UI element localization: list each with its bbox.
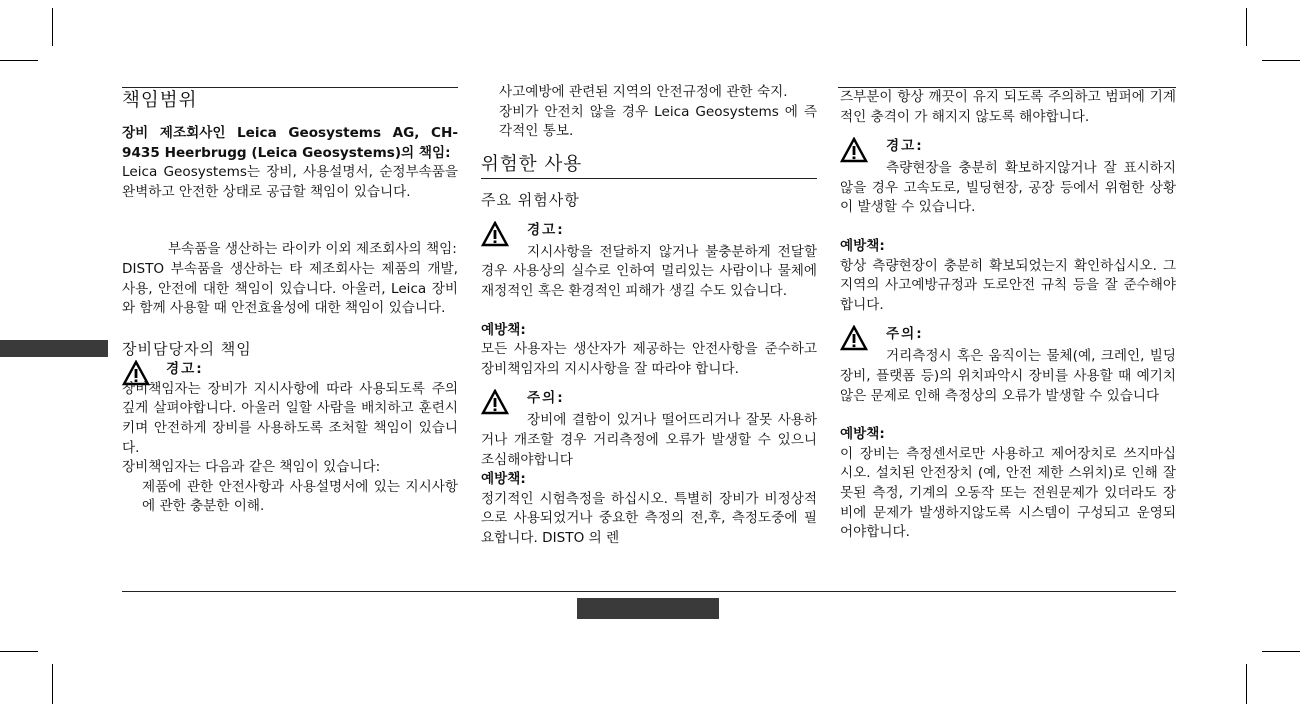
column-3 [840,88,1176,543]
caution-icon [481,389,509,415]
caution-label: 주의: [886,326,924,343]
subsection-title: 주요 위험사항 [481,190,580,209]
page-number-tab [577,598,719,619]
subsection-title: 장비담당자의 책임 [122,339,252,358]
crop-mark [0,60,38,61]
list-item: 장비가 안전치 않을 경우 Leica Geosystems 에 즉각적인 통보. [499,103,817,140]
person-body: 장비책임자는 장비가 지시사항에 따라 사용되도록 주의깊게 살펴야합니다. 아울러 일할 사람을 배치하고 훈련시키며 안전하게 장비를 사용하도록 조처할 책임이 있습니다. [122,380,458,456]
crop-mark [1246,8,1247,46]
caution-body: 거리측정시 혹은 움직이는 물체(예, 크레인, 빌딩장비, 플랫폼 등)의 위치파악시 장비를 사용할 때 예기치않은 문제로 인해 측정상의 오류가 발생할 수 있습니다 [840,348,1176,404]
prevention-body: 이 장비는 측정센서로만 사용하고 제어장치로 쓰지마십시오. 설치된 안전장치 (예, 안전 제한 스위치)로 인해 잘못된 측정, 기계의 오동작 또는 전원문제가 있더라도 장비에 문제가 발생하지않도록 시스템이 구성되고 운영되어야합니다. [840,445,1176,541]
column-1 [122,88,458,517]
prevention-body: 모든 사용자는 생산자가 제공하는 안전사항을 준수하고 장비책임자의 지시사항을 잘 따라야 합니다. [481,341,817,377]
list-item: 사고예방에 관련된 지역의 안전규정에 관한 숙지. [499,84,788,100]
warning-body: 지시사항을 전달하지 않거나 불충분하게 전달할 경우 사용상의 실수로 인하여 멀리있는 사람이나 물체에 재정적인 혹은 환경적인 피해가 생길 수도 있습니다. [481,243,817,299]
divider [122,591,1176,592]
warning-icon [481,221,509,247]
section-title: 위험한 사용 [481,152,817,179]
accessory-heading: 부속품을 생산하는 라이카 이외 제조회사의 책임: [168,241,457,258]
crop-mark [1262,60,1300,61]
warning-label: 경고: [166,360,204,377]
warning-body: 측량현장을 충분히 확보하지않거나 잘 표시하지 않을 경우 고속도로, 빌딩현장, 공장 등에서 위험한 상황이 발생할 수 있습니다. [840,160,1176,216]
continued-body: 즈부분이 항상 깨끗이 유지 되도록 주의하고 범퍼에 기계적인 충격이 가 해지지 않도록 해야합니다. [840,89,1176,125]
prevention-body: 정기적인 시험측정을 하십시오. 특별히 장비가 비정상적으로 사용되었거나 중요한 측정의 전,후, 측정도중에 필요합니다. DISTO 의 렌 [481,490,817,546]
prevention-body: 항상 측량현장이 충분히 확보되었는지 확인하십시오. 그 지역의 사고예방규정과 도로안전 규칙 등을 잘 준수해야합니다. [840,257,1176,313]
column-2 [481,83,817,549]
warning-label: 경고: [886,138,924,155]
crop-mark [52,8,53,46]
prevention-label: 예방책: [840,237,885,254]
manufacturer-body: Leica Geosystems는 장비, 사용설명서, 순정부속품을 완벽하고 안전한 상태로 공급할 책임이 있습니다. [122,164,458,200]
person-body: 장비책임자는 다음과 같은 책임이 있습니다: [122,459,381,476]
crop-mark [0,651,38,652]
list-item: 제품에 관한 안전사항과 사용설명서에 있는 지시사항에 관한 충분한 이해. [142,478,458,515]
prevention-label: 예방책: [481,471,526,488]
warning-icon [840,137,868,163]
section-title: 책임범위 [122,90,198,111]
prevention-label: 예방책: [840,426,885,443]
crop-mark [52,664,53,704]
caution-body: 장비에 결함이 있거나 떨어뜨리거나 잘못 사용하거나 개조할 경우 거리측정에 오류가 발생할 수 있으니 조심해야합니다 [481,412,817,468]
crop-mark [1246,664,1247,704]
caution-label: 주의: [527,390,565,407]
prevention-label: 예방책: [481,321,526,338]
chapter-tab [0,340,108,357]
warning-label: 경고: [527,221,565,238]
crop-mark [1262,651,1300,652]
manufacturer-heading: 장비 제조회사인 Leica Geosystems AG, CH-9435 Heerbrugg (Leica Geosystems)의 책임: [122,125,458,161]
caution-icon [840,325,868,351]
accessory-body: DISTO 부속품을 생산하는 타 제조회사는 제품의 개발, 사용, 안전에 대한 책임이 있습니다. 아울러, Leica 장비와 함께 사용할 때 안전효율성에 대한 책임이 있습니다. [122,260,458,317]
